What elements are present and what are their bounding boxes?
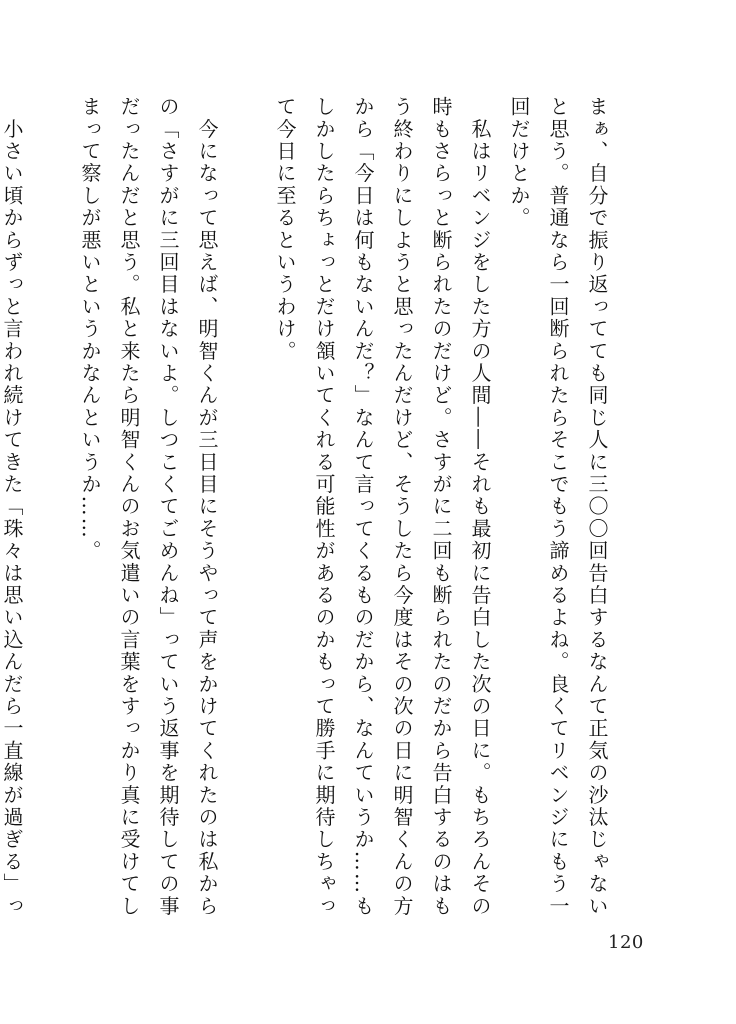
text-line: まって察しが悪いというかなんというか……。: [78, 96, 102, 563]
text-line: だったんだと思う。私と来たら明智くんのお気遣いの言葉をすっかり真に受けてし: [117, 96, 141, 918]
blank-line: [226, 96, 265, 916]
text-line: 時もさらっと断られたのだけど。さすがに二回も断られたのだから告白するのはも: [429, 96, 453, 918]
text-line: まぁ、自分で振り返ってても同じ人に三〇〇回告白するなんて正気の沙汰じゃない: [585, 96, 609, 918]
vertical-text-body: [0, 96, 616, 918]
text-line: 今になって思えば、明智くんが三日目にそうやって声をかけてくれたのは私から: [195, 96, 219, 918]
text-line: しかしたらちょっとだけ頷いてくれる可能性があるのかもって勝手に期待しちゃっ: [312, 96, 336, 918]
text-line: う終わりにしようと思ったんだけど、そうしたら今度はその次の日に明智くんの方: [390, 96, 414, 918]
text-line: から「今日は何もないんだ？」なんて言ってくるものだから、なんていうか……も: [351, 96, 375, 918]
text-line: の「さすがに三回目はないよ。しつこくてごめんね」っていう返事を期待しての事: [156, 96, 180, 918]
text-line: 回だけとか。: [507, 96, 531, 230]
blank-line: [31, 96, 70, 916]
text-line: 小さい頃からずっと言われ続けてきた「珠々は思い込んだら一直線が過ぎる」っ: [0, 96, 24, 918]
text-line: て今日に至るというわけ。: [273, 96, 297, 363]
page-number: 120: [608, 932, 644, 953]
text-line: 私はリベンジをした方の人間――それも最初に告白した次の日に。もちろんその: [468, 96, 492, 918]
text-line: と思う。普通なら一回断られたらそこでもう諦めるよね。良くてリベンジにもう一: [546, 96, 570, 918]
